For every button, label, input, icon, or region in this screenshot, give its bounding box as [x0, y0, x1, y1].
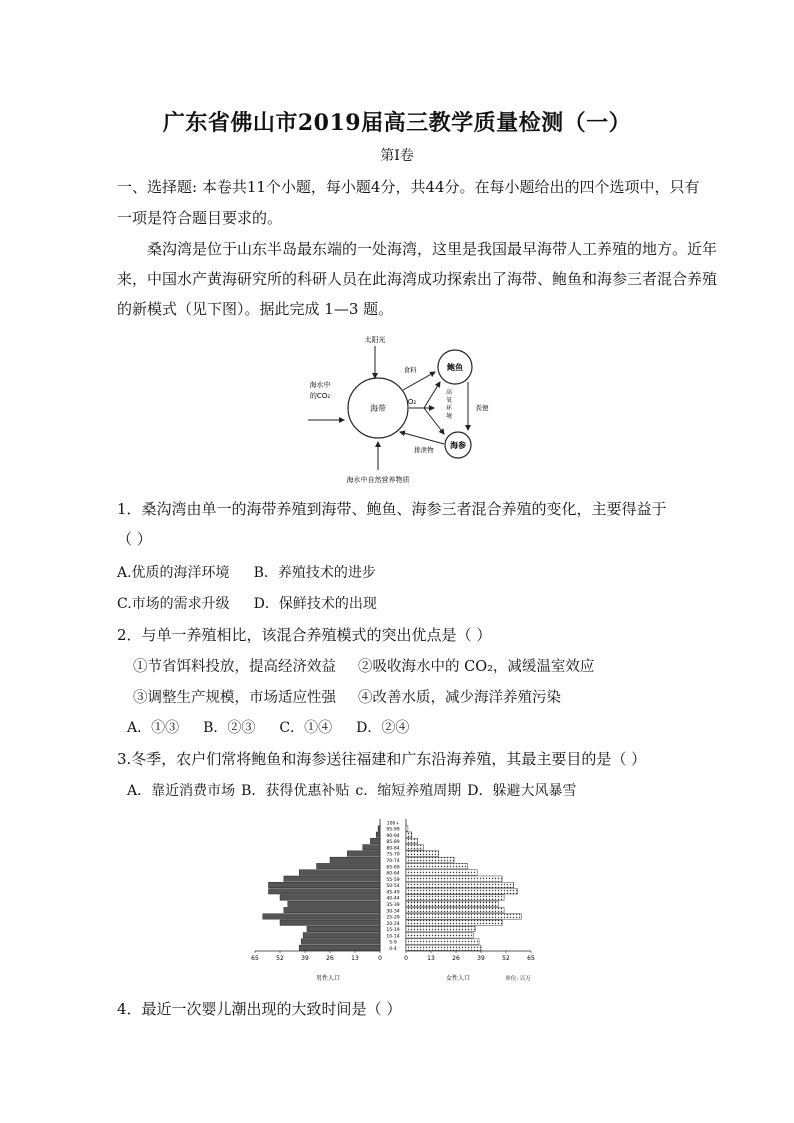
male-bar-15-19	[307, 926, 380, 931]
male-bar-40-44	[280, 895, 380, 900]
page-title: 广东省佛山市2019届高三教学质量检测（一）	[162, 110, 632, 136]
nutrients-label: 海水中自然营养物质	[346, 476, 410, 484]
q2-statement-3: ③调整生产规模，市场适应性强	[133, 690, 336, 706]
population-pyramid-chart	[248, 817, 548, 987]
abalone-label: 鲍鱼	[447, 363, 463, 372]
q2-option-a[interactable]: A．①③	[127, 720, 180, 736]
male-population-label: 男性人口	[315, 975, 341, 982]
age-group-label: 80-84	[386, 846, 400, 852]
x-tick-right: 0	[404, 955, 408, 962]
female-bar-5-9	[406, 939, 479, 944]
female-bar-65-69	[406, 863, 468, 868]
male-bar-70-74	[330, 857, 380, 862]
male-bar-20-24	[280, 920, 380, 925]
male-bar-60-64	[299, 870, 380, 875]
x-tick-right: 13	[427, 955, 435, 962]
q3-stem: 3.冬季，农户们常将鲍鱼和海参送往福建和广东沿海养殖，其最主要目的是（ ）	[117, 750, 647, 768]
female-bar-35-39	[406, 901, 498, 906]
q4-stem: 4．最近一次婴儿潮出现的大致时间是（ ）	[117, 1000, 402, 1018]
age-group-label: 15-19	[386, 928, 400, 934]
aquaculture-diagram	[300, 332, 500, 487]
female-bar-70-74	[406, 857, 454, 862]
sunlight-label: 太阳光	[364, 336, 386, 344]
q1-option-d[interactable]: D．保鲜技术的出现	[253, 596, 377, 612]
x-tick-left: 52	[276, 955, 284, 962]
female-bar-30-34	[406, 907, 504, 912]
q3-option-a[interactable]: A．靠近消费市场	[127, 783, 236, 799]
male-bar-10-14	[303, 933, 380, 938]
age-group-label: 30-34	[386, 909, 400, 915]
female-bar-60-64	[406, 870, 477, 875]
q3-option-c[interactable]: c．缩短养殖周期	[355, 783, 462, 799]
age-group-label: 60-64	[386, 871, 400, 877]
x-tick-right: 52	[502, 955, 510, 962]
section-instructions-line1: 一、选择题: 本卷共11个小题，每小题4分，共44分。在每小题给出的四个选项中，只有	[117, 178, 700, 196]
age-group-label: 20-24	[386, 921, 400, 927]
male-bar-30-34	[284, 907, 380, 912]
oxygen-label: O₂	[407, 398, 417, 406]
age-group-label: 70-74	[386, 859, 400, 864]
x-tick-left: 0	[378, 955, 382, 962]
age-group-label: 55-59	[386, 877, 400, 883]
section-instructions-line2: 一项是符合题目要求的。	[117, 209, 283, 227]
unit-label: 单位: 百万	[505, 976, 531, 982]
male-bar-0-4	[299, 945, 380, 950]
q2-stem: 2．与单一养殖相比，该混合养殖模式的突出优点是（ ）	[117, 626, 492, 644]
x-tick-right: 39	[477, 955, 485, 962]
feces-label: 粪便	[475, 404, 489, 412]
x-tick-right: 65	[527, 955, 535, 962]
female-bar-95-99	[406, 826, 408, 831]
age-group-label: 65-69	[386, 865, 400, 871]
female-bar-55-59	[406, 876, 502, 881]
female-bar-40-44	[406, 895, 504, 900]
x-tick-left: 13	[351, 955, 359, 962]
male-bar-55-59	[284, 876, 380, 881]
age-group-label: 100+	[386, 821, 400, 827]
male-bar-85-89	[370, 838, 380, 843]
female-bar-10-14	[406, 933, 473, 938]
male-bar-25-29	[263, 914, 380, 919]
age-group-label: 10-14	[386, 934, 400, 940]
x-tick-left: 26	[326, 955, 334, 962]
male-bar-75-79	[347, 851, 380, 856]
q2-option-c[interactable]: C．①④	[279, 720, 333, 736]
q3-option-d[interactable]: D．躲避大风暴雪	[467, 783, 577, 799]
female-bar-80-84	[406, 845, 423, 850]
excreta-label: 排泄物	[414, 446, 434, 454]
co2-label-line2: 的CO₂	[309, 392, 331, 400]
high-oxygen-3: 环	[445, 405, 453, 412]
male-bar-5-9	[301, 939, 380, 944]
q2-statements-row2	[133, 686, 583, 707]
age-group-label: 25-29	[386, 915, 400, 921]
q2-statements-row1	[133, 655, 595, 676]
male-bar-95-99	[378, 826, 380, 831]
q1-stem-line2: （ ）	[117, 530, 152, 548]
female-bar-20-24	[406, 920, 502, 925]
q1-options-row2	[117, 593, 401, 613]
q2-statement-2: ②吸收海水中的 CO₂，减缓温室效应	[358, 659, 595, 675]
q1-stem-line1: 1．桑沟湾由单一的海带养殖到海带、鲍鱼、海参三者混合养殖的变化，主要得益于	[117, 500, 667, 518]
q2-statement-4: ④改善水质，减少海洋养殖污染	[358, 690, 561, 706]
sea-cucumber-label: 海参	[450, 441, 466, 450]
q3-options	[127, 780, 601, 800]
volume-label: 第I卷	[380, 148, 414, 164]
male-bar-50-54	[268, 882, 380, 887]
age-group-label: 35-39	[386, 903, 400, 908]
passage-line2: 来，中国水产黄海研究所的科研人员在此海湾成功探索出了海带、鲍鱼和海参三者混合养殖	[117, 270, 718, 288]
co2-label-line1: 海水中	[309, 381, 331, 389]
x-tick-right: 26	[452, 955, 460, 962]
passage-line1: 桑沟湾是位于山东半岛最东端的一处海湾，这里是我国最早海带人工养殖的地方。近年	[147, 240, 718, 258]
age-group-label: 85-89	[386, 840, 400, 846]
female-bar-25-29	[406, 914, 521, 919]
high-oxygen-4: 境	[445, 413, 453, 420]
female-population-label: 女性人口	[445, 975, 471, 982]
male-bar-90-94	[376, 832, 380, 837]
female-bar-15-19	[406, 926, 475, 931]
age-group-label: 75-79	[386, 852, 400, 858]
passage-line3: 的新模式（见下图）。据此完成 1—3 题。	[117, 300, 394, 318]
female-bar-90-94	[406, 832, 412, 837]
age-group-label: 0-4	[389, 947, 397, 952]
q1-options-row1	[117, 562, 400, 582]
male-bar-35-39	[288, 901, 380, 906]
age-group-label: 50-54	[386, 884, 400, 890]
q2-statement-1: ①节省饵料投放，提高经济效益	[133, 659, 336, 675]
x-tick-left: 65	[251, 955, 259, 962]
male-bar-65-69	[317, 863, 380, 868]
female-bar-0-4	[406, 945, 481, 950]
high-oxygen-2: 氧	[445, 397, 453, 404]
q1-option-b[interactable]: B．养殖技术的进步	[253, 565, 376, 581]
age-group-label: 5-9	[389, 940, 397, 946]
age-group-label: 95-99	[386, 827, 400, 833]
male-bar-45-49	[268, 889, 380, 894]
x-tick-left: 39	[301, 955, 309, 962]
high-oxygen-1: 高	[445, 389, 453, 396]
q1-option-a[interactable]: A.优质的海洋环境	[117, 565, 230, 581]
kelp-label: 海带	[370, 404, 386, 413]
age-group-label: 45-49	[386, 890, 400, 896]
q2-options	[127, 717, 433, 737]
feed-label: 食料	[403, 366, 417, 374]
female-bar-75-79	[406, 851, 439, 856]
q2-option-d[interactable]: D．②④	[356, 720, 410, 736]
q2-option-b[interactable]: B．②③	[203, 720, 256, 736]
female-bar-85-89	[406, 838, 418, 843]
male-bar-80-84	[363, 845, 380, 850]
age-group-label: 40-44	[386, 896, 400, 902]
female-bar-50-54	[406, 882, 514, 887]
q3-option-b[interactable]: B．获得优惠补贴	[241, 783, 350, 799]
female-bar-45-49	[406, 889, 518, 894]
age-group-label: 90-94	[386, 833, 400, 839]
q1-option-c[interactable]: C.市场的需求升级	[117, 596, 230, 612]
